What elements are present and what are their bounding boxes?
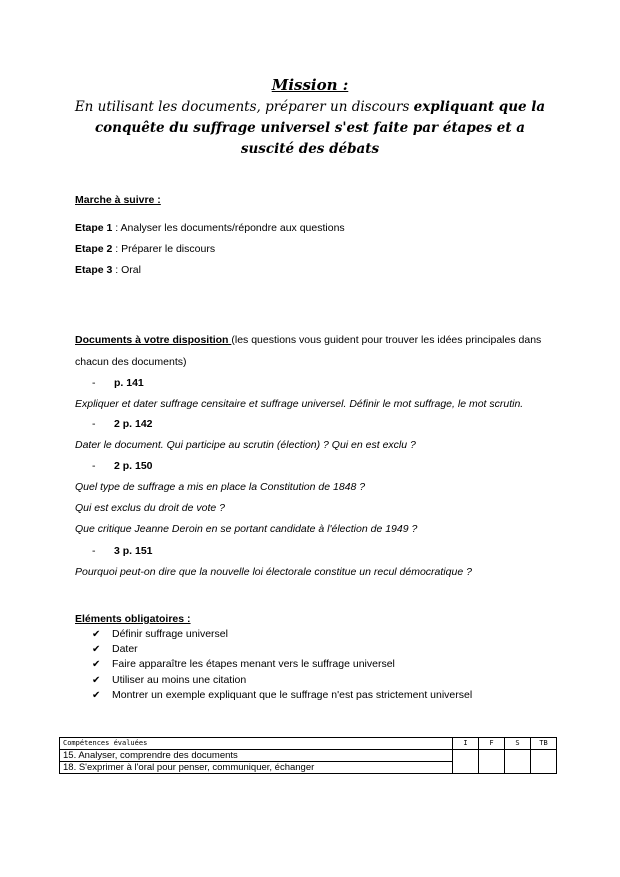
- doc-ref-4: [92, 545, 153, 557]
- checklist-item: [92, 642, 472, 657]
- checklist-item-text: Utiliser au moins une citation: [112, 673, 247, 686]
- step-2: [75, 242, 215, 256]
- dash: -: [92, 545, 96, 557]
- dash: -: [92, 460, 96, 472]
- doc-question: Expliquer et dater suffrage censitaire et suffrage universel. Définir le mot suffrage, le mot scrutin.: [75, 398, 524, 410]
- page-title: Mission :: [271, 76, 349, 94]
- step-3: [75, 263, 141, 277]
- checkmark-icon: ✔: [92, 659, 101, 671]
- table-header-level: I: [453, 738, 479, 750]
- documents-intro-line2: chacun des documents): [75, 356, 187, 368]
- step-3-text: : Oral: [112, 264, 141, 276]
- table-header-competences: Compétences évaluées: [60, 738, 453, 750]
- steps-heading: Marche à suivre :: [75, 194, 161, 206]
- checklist-item: [92, 657, 472, 672]
- doc-question: Pourquoi peut-on dire que la nouvelle loi électorale constitue un recul démocratique ?: [75, 566, 472, 578]
- level-cell[interactable]: [453, 750, 479, 774]
- table-row: [60, 750, 557, 762]
- documents-intro: [75, 333, 541, 347]
- table-header-row: [60, 738, 557, 750]
- table-header-level: TB: [531, 738, 557, 750]
- checkmark-icon: ✔: [92, 689, 101, 701]
- table-header-level: F: [479, 738, 505, 750]
- checklist-item: [92, 673, 472, 688]
- doc-ref-3-label: 2 p. 150: [114, 460, 153, 472]
- level-cell[interactable]: [531, 750, 557, 774]
- documents-intro-line1: (les questions vous guident pour trouver les idées principales dans: [231, 334, 542, 346]
- doc-ref-1: [92, 377, 144, 389]
- checkmark-icon: ✔: [92, 644, 101, 656]
- step-1: [75, 221, 345, 235]
- subtitle-part1: En utilisant les documents, préparer un discours: [74, 99, 414, 115]
- mandatory-checklist: [92, 627, 472, 703]
- dash: -: [92, 377, 96, 389]
- doc-question: Que critique Jeanne Deroin en se portant candidate à l'élection de 1949 ?: [75, 523, 418, 535]
- checklist-item-text: Définir suffrage universel: [112, 628, 228, 640]
- table-header-level: S: [505, 738, 531, 750]
- checklist-item-text: Faire apparaître les étapes menant vers le suffrage universel: [112, 658, 395, 671]
- checklist-item: [92, 627, 472, 642]
- checklist-item-text: Montrer un exemple expliquant que le suffrage n'est pas strictement universel: [112, 688, 473, 701]
- checklist-item: [92, 688, 472, 703]
- checklist-item-text: Dater: [112, 643, 138, 656]
- step-2-label: Etape 2: [75, 243, 113, 255]
- checkmark-icon: ✔: [92, 674, 101, 686]
- step-1-text: : Analyser les documents/répondre aux questions: [112, 222, 345, 234]
- doc-ref-3: [92, 460, 153, 472]
- checkmark-icon: ✔: [92, 629, 101, 640]
- doc-ref-2-label: 2 p. 142: [114, 418, 153, 430]
- competence-label: 15. Analyser, comprendre des documents: [60, 750, 453, 762]
- step-1-label: Etape 1: [75, 222, 113, 234]
- level-cell[interactable]: [505, 750, 531, 774]
- mission-subtitle: [70, 97, 550, 160]
- level-cell[interactable]: [479, 750, 505, 774]
- doc-ref-4-label: 3 p. 151: [114, 545, 153, 557]
- doc-question: Dater le document. Qui participe au scrutin (élection) ? Qui en est exclu ?: [75, 439, 416, 451]
- doc-ref-1-label: p. 141: [114, 377, 144, 389]
- subtitle-part2: expliquant que la conquête du suffrage universel s'est faite par étapes et a suscité des débats: [94, 99, 546, 157]
- step-2-text: : Préparer le discours: [112, 243, 216, 255]
- dash: -: [92, 418, 96, 430]
- doc-question: Qui est exclus du droit de vote ?: [75, 502, 225, 514]
- doc-ref-2: [92, 418, 153, 430]
- documents-heading: Documents à votre disposition: [75, 334, 232, 346]
- competence-label: 18. S'exprimer à l'oral pour penser, communiquer, échanger: [60, 762, 453, 774]
- doc-question: Quel type de suffrage a mis en place la Constitution de 1848 ?: [75, 481, 366, 493]
- step-3-label: Etape 3: [75, 264, 113, 276]
- competences-table: [59, 737, 557, 774]
- mandatory-heading: Eléments obligatoires :: [75, 613, 191, 625]
